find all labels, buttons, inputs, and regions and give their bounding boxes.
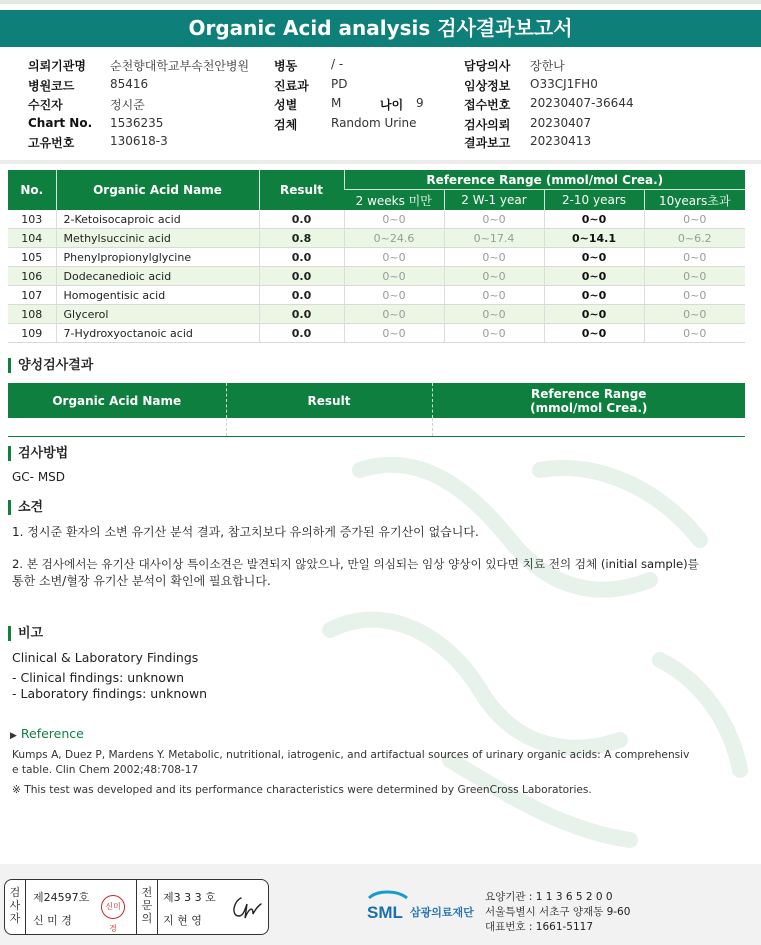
info-label: 임상정보: [464, 79, 511, 93]
organic-acid-name: Glycerol: [56, 305, 259, 324]
table-row: [8, 305, 745, 324]
laboratory-findings: - Laboratory findings: unknown: [12, 686, 208, 701]
range-2-weeks: 0~24.6: [344, 229, 444, 248]
result-value: 0.0: [259, 210, 344, 229]
reference-citation-line1: Kumps A, Duez P, Mardens Y. Metabolic, nutritional, iatrogenic, and artifactual sources of urinary organic acids: A comprehensiv: [12, 749, 690, 761]
manager-label-char: 의: [141, 912, 153, 925]
method-text: GC- MSD: [12, 470, 66, 484]
no: 106: [8, 267, 56, 286]
manager-label-char: 전: [141, 886, 153, 899]
organic-acid-name: 2-Ketoisocaproic acid: [56, 210, 259, 229]
pos-header-result: Result: [226, 383, 432, 418]
range-2-10y: 0~0: [544, 286, 644, 305]
triangle-bullet-icon: ▶: [10, 731, 17, 741]
organic-acid-name: Homogentisic acid: [56, 286, 259, 305]
range-over-10y: 0~0: [644, 267, 745, 286]
range-2-weeks: 0~0: [344, 267, 444, 286]
pos-header-name: Organic Acid Name: [8, 383, 226, 418]
positive-results-table: [8, 383, 745, 437]
table-row: [8, 248, 745, 267]
pos-header-ref-line1: Reference Range: [531, 386, 647, 401]
info-value: 20230413: [530, 134, 592, 148]
range-2w-1y: 0~0: [444, 286, 544, 305]
organic-acid-name: Methylsuccinic acid: [56, 229, 259, 248]
phone-number: 대표번호 : 1661-5117: [485, 921, 594, 933]
range-2-10y: 0~0: [544, 324, 644, 343]
col-header-reference: Reference Range (mmol/mol Crea.): [344, 170, 745, 190]
result-value: 0.0: [259, 324, 344, 343]
info-value: 85416: [110, 77, 149, 91]
info-label: 결과보고: [464, 136, 511, 150]
sml-logo-icon: [363, 888, 413, 924]
range-over-10y: 0~0: [644, 210, 745, 229]
opinion-line2a: 2. 본 검사에서는 유기산 대사이상 특이소견은 발견되지 않았으나, 만일 의심되는 임상 양상이 있다면 치료 전의 검체 (initial sample)를: [12, 557, 699, 571]
address: 서울특별시 서초구 양재동 9-60: [485, 906, 631, 918]
pos-header-ref-line2: (mmol/mol Crea.): [530, 400, 648, 415]
no: 108: [8, 305, 56, 324]
result-value: 0.0: [259, 305, 344, 324]
report-title: Organic Acid analysis 검사결과보고서: [0, 10, 761, 47]
info-label: 검체: [274, 118, 298, 132]
info-label: 고유번호: [28, 136, 75, 150]
range-2-10y: 0~0: [544, 248, 644, 267]
remarks-heading: Clinical & Laboratory Findings: [12, 650, 199, 665]
result-value: 0.0: [259, 248, 344, 267]
opinion-line2b: 통한 소변/혈장 유기산 분석이 확인에 필요합니다.: [12, 574, 271, 588]
table-row: [8, 286, 745, 305]
clinical-findings: - Clinical findings: unknown: [12, 670, 185, 685]
signature-box: [4, 879, 269, 935]
col-header-name: Organic Acid Name: [56, 170, 259, 210]
reference-citation-line2: e table. Clin Chem 2002;48:708-17: [12, 764, 199, 776]
table-row: [8, 267, 745, 286]
info-label: 검사의뢰: [464, 118, 511, 132]
no: 105: [8, 248, 56, 267]
manager-label-char: 문: [141, 899, 153, 912]
reference-title: Reference: [20, 726, 84, 741]
info-label: 담당의사: [464, 59, 511, 73]
info-value: 20230407-36644: [530, 96, 634, 110]
section-title-remarks: 비고: [8, 626, 43, 641]
range-2-weeks: 0~0: [344, 324, 444, 343]
reference-note: ※ This test was developed and its performance characteristics were determined by GreenCross Laboratories.: [12, 784, 592, 796]
info-value: M: [331, 96, 342, 110]
divider: [0, 160, 761, 164]
range-2-10y: 0~14.1: [544, 229, 644, 248]
range-2-10y: 0~0: [544, 305, 644, 324]
age-label: 나이: [380, 98, 404, 112]
col-header-range: 10years초과: [644, 190, 745, 211]
range-2w-1y: 0~0: [444, 305, 544, 324]
table-row: [8, 418, 745, 437]
examiner-label-char: 검: [9, 886, 21, 899]
info-value: 순천향대학교부속천안병원: [110, 59, 250, 73]
range-2-10y: 0~0: [544, 210, 644, 229]
results-table: [8, 170, 745, 343]
no: 103: [8, 210, 56, 229]
examiner-seal-stamp: 신미경: [101, 895, 125, 919]
range-over-10y: 0~0: [644, 305, 745, 324]
result-value: 0.8: [259, 229, 344, 248]
info-value: 20230407: [530, 116, 592, 130]
table-row: [8, 229, 745, 248]
result-value: 0.0: [259, 286, 344, 305]
col-header-result: Result: [259, 170, 344, 210]
range-2-weeks: 0~0: [344, 286, 444, 305]
info-value: O33CJ1FH0: [530, 77, 598, 91]
info-value: Random Urine: [331, 116, 417, 130]
range-2-weeks: 0~0: [344, 305, 444, 324]
col-header-range: 2-10 years: [544, 190, 644, 211]
opinion-line1: 1. 정시준 환자의 소변 유기산 분석 결과, 참고치보다 유의하게 증가된 유기산이 없습니다.: [12, 525, 479, 539]
range-2w-1y: 0~17.4: [444, 229, 544, 248]
range-2-weeks: 0~0: [344, 248, 444, 267]
section-title-positive: 양성검사결과: [8, 358, 93, 373]
range-2-10y: 0~0: [544, 267, 644, 286]
examiner-label-char: 사: [9, 899, 21, 912]
info-value: 130618-3: [110, 134, 168, 148]
handwritten-signature: [227, 892, 263, 922]
institution-number: 요양기관 : 1 1 3 6 5 2 0 0: [485, 891, 613, 903]
col-header-no: No.: [8, 170, 56, 210]
info-value: PD: [331, 77, 348, 91]
info-label: 수진자: [28, 98, 63, 112]
manager-license-no: 제3 3 3 호: [163, 891, 216, 904]
range-2w-1y: 0~0: [444, 210, 544, 229]
info-value: 1536235: [110, 116, 164, 130]
range-2w-1y: 0~0: [444, 324, 544, 343]
info-value: 정시준: [110, 98, 145, 112]
manager-name: 지 현 영: [163, 914, 202, 927]
info-value: 장한나: [530, 59, 565, 73]
organic-acid-name: 7-Hydroxyoctanoic acid: [56, 324, 259, 343]
no: 109: [8, 324, 56, 343]
no: 104: [8, 229, 56, 248]
range-2-weeks: 0~0: [344, 210, 444, 229]
range-2w-1y: 0~0: [444, 267, 544, 286]
col-header-range: 2 weeks 미만: [344, 190, 444, 211]
examiner-label-char: 자: [9, 912, 21, 925]
result-value: 0.0: [259, 267, 344, 286]
range-over-10y: 0~0: [644, 324, 745, 343]
section-title-opinion: 소견: [8, 500, 43, 515]
logo-text: SML: [367, 903, 403, 922]
info-label: Chart No.: [28, 116, 93, 130]
range-2w-1y: 0~0: [444, 248, 544, 267]
info-label: 진료과: [274, 79, 309, 93]
section-title-method: 검사방법: [8, 446, 68, 461]
organic-acid-name: Dodecanedioic acid: [56, 267, 259, 286]
company-name: 삼광의료재단: [410, 906, 474, 919]
organic-acid-name: Phenylpropionylglycine: [56, 248, 259, 267]
range-over-10y: 0~0: [644, 248, 745, 267]
reference-heading: [10, 726, 84, 741]
info-label: 병동: [274, 59, 298, 73]
info-label: 접수번호: [464, 98, 511, 112]
info-label: 의뢰기관명: [28, 59, 86, 73]
age-value: 9: [416, 96, 424, 110]
range-over-10y: 0~6.2: [644, 229, 745, 248]
examiner-name: 신 미 경: [33, 914, 72, 927]
table-row: [8, 324, 745, 343]
examiner-license-no: 제24597호: [33, 891, 90, 904]
pos-header-reference: [432, 383, 745, 418]
range-over-10y: 0~0: [644, 286, 745, 305]
table-row: [8, 210, 745, 229]
info-value: / -: [331, 57, 344, 71]
header-top-strip: [0, 0, 761, 4]
info-label: 성별: [274, 98, 298, 112]
col-header-range: 2 W-1 year: [444, 190, 544, 211]
info-label: 병원코드: [28, 79, 75, 93]
no: 107: [8, 286, 56, 305]
